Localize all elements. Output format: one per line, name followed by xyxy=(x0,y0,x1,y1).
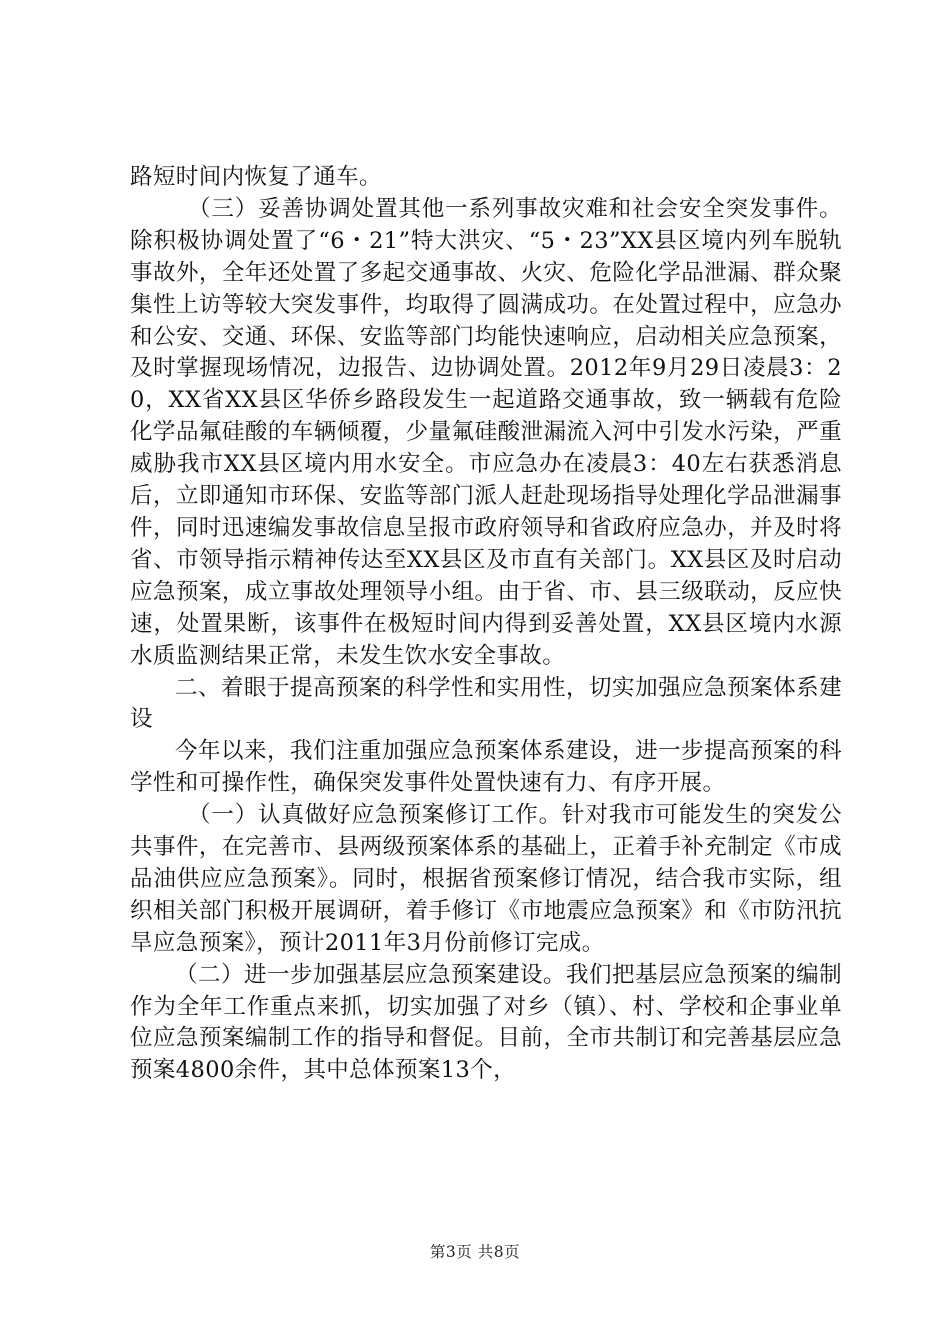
section-heading-2: 二、着眼于提高预案的科学性和实用性，切实加强应急预案体系建设 xyxy=(130,674,842,733)
paragraph-intro: 今年以来，我们注重加强应急预案体系建设，进一步提高预案的科学性和可操作性，确保突发事件处置快速有力、有序开展。 xyxy=(130,738,842,797)
paragraph-item-2: （二）进一步加强基层应急预案建设。我们把基层应急预案的编制作为全年工作重点来抓，切实加强了对乡（镇）、村、学校和企事业单位应急预案编制工作的指导和督促。目前，全市共制订和完善基层应急预案4800余件，其中总体预案13个， xyxy=(130,961,842,1084)
paragraph-continuation: 路短时间内恢复了通车。 xyxy=(130,164,382,190)
document-body xyxy=(130,162,842,1087)
page-footer: 第3页 共8页 xyxy=(429,1243,521,1261)
paragraph-section-3: （三）妥善协调处置其他一系列事故灾难和社会安全突发事件。除积极协调处置了“6・21”特大洪灾、“5・23”XX县区境内列车脱轨事故外，全年还处置了多起交通事故、火灾、危险化学品泄漏、群众聚集性上访等较大突发事件，均取得了圆满成功。在处置过程中，应急办和公安、交通、环保、安监等部门均能快速响应，启动相关应急预案，及时掌握现场情况，边报告、边协调处置。2012年9月29日凌晨3：20，XX省XX县区华侨乡路段发生一起道路交通事故，致一辆载有危险化学品氟硅酸的车辆倾覆，少量氟硅酸泄漏流入河中引发水污染，严重威胁我市XX县区境内用水安全。市应急办在凌晨3：40左右获悉消息后，立即通知市环保、安监等部门派人赶赴现场指导处理化学品泄漏事件，同时迅速编发事故信息呈报市政府领导和省政府应急办，并及时将省、市领导指示精神传达至XX县区及市直有关部门。XX县区及时启动应急预案，成立事故处理领导小组。由于省、市、县三级联动，反应快速，处置果断，该事件在极短时间内得到妥善处置，XX县区境内水源水质监测结果正常，未发生饮水安全事故。 xyxy=(130,195,842,669)
paragraph-item-1: （一）认真做好应急预案修订工作。针对我市可能发生的突发公共事件，在完善市、县两级预案体系的基础上，正着手补充制定《市成品油供应应急预案》。同时，根据省预案修订情况，结合我市实际，组织相关部门积极开展调研，着手修订《市地震应急预案》和《市防汛抗旱应急预案》，预计2011年3月份前修订完成。 xyxy=(130,802,842,956)
